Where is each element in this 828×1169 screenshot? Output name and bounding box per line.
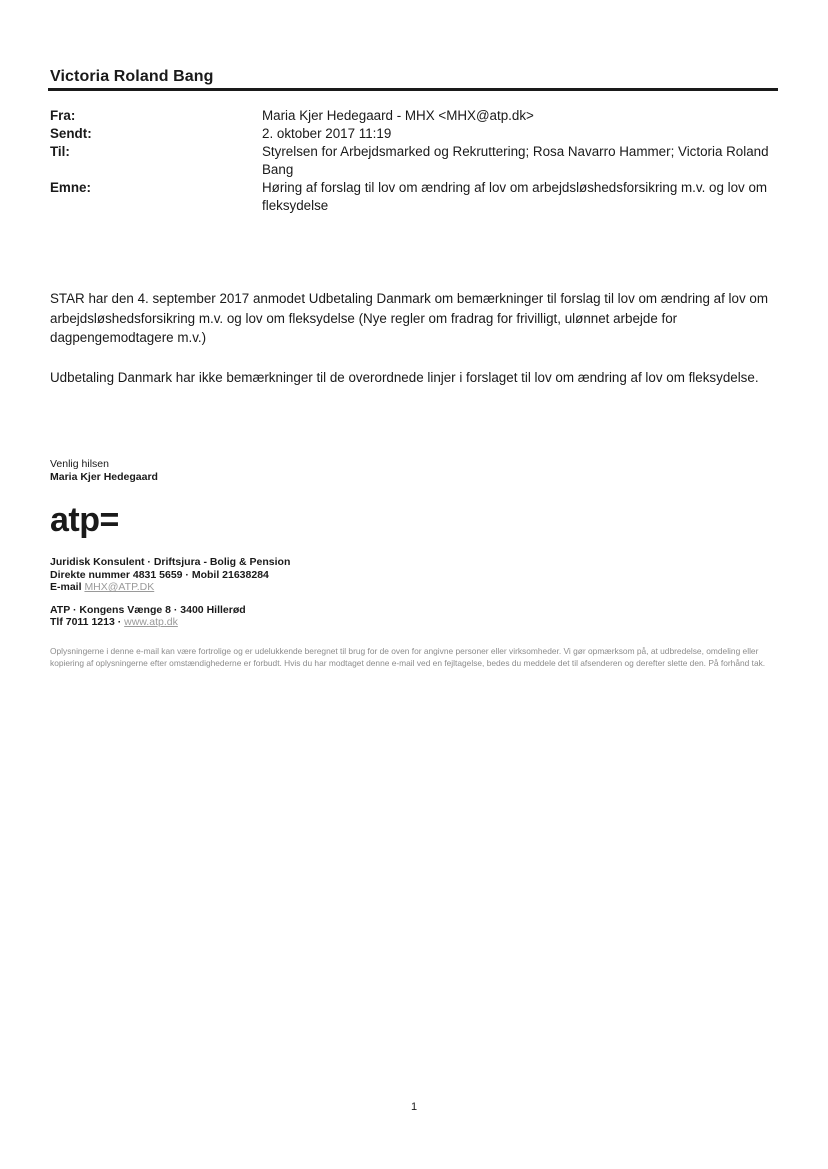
- email-link[interactable]: MHX@ATP.DK: [84, 581, 155, 593]
- from-value: Maria Kjer Hedegaard - MHX <MHX@atp.dk>: [262, 108, 534, 123]
- contact-block: [50, 556, 290, 629]
- contact-address: ATP · Kongens Vænge 8 · 3400 Hillerød: [50, 603, 246, 616]
- contact-title: Juridisk Konsulent · Driftsjura - Bolig & Pension: [50, 556, 291, 568]
- header-divider: [48, 88, 778, 91]
- sent-label: Sendt:: [50, 126, 92, 141]
- to-value: Styrelsen for Arbejdsmarked og Rekruttering; Rosa Navarro Hammer; Victoria Roland Bang: [262, 144, 769, 177]
- contact-email-line: [50, 581, 290, 594]
- signature: [50, 458, 158, 484]
- sent-value: 2. oktober 2017 11:19: [262, 126, 392, 141]
- subject-label: Emne:: [50, 180, 91, 195]
- from-row: [50, 107, 780, 125]
- signature-name: Maria Kjer Hedegaard: [50, 471, 158, 483]
- email-body: [50, 289, 780, 407]
- body-paragraph-1: STAR har den 4. september 2017 anmodet Udbetaling Danmark om bemærkninger til forslag til lov om ændring af lov om arbejdsløshedsforsikring m.v. og lov om fleksydelse (Nye regler om fradrag for frivilligt, ulønnet arbejde for dagpengemodtagere m.v.): [50, 291, 768, 345]
- contact-phones: Direkte nummer 4831 5659 · Mobil 21638284: [50, 568, 269, 581]
- subject-row: [50, 179, 780, 215]
- recipient-name-heading: Victoria Roland Bang: [50, 68, 214, 85]
- page-number: 1: [410, 1101, 418, 1113]
- subject-value: Høring af forslag til lov om ændring af lov om arbejdsløshedsforsikring m.v. og lov om fleksydelse: [262, 180, 768, 213]
- contact-phone-line: [50, 616, 290, 629]
- atp-logo-text: atp=: [50, 505, 119, 539]
- email-metadata: [50, 107, 780, 215]
- atp-logo: [50, 505, 142, 543]
- phone-label: Tlf 7011 1213 ·: [50, 616, 125, 628]
- to-label: Til:: [50, 144, 70, 159]
- body-paragraph-2: Udbetaling Danmark har ikke bemærkninger til de overordnede linjer i forslaget til lov om ændring af lov om fleksydelse.: [50, 369, 759, 385]
- to-row: [50, 143, 780, 179]
- confidentiality-disclaimer: Oplysningerne i denne e-mail kan være fortrolige og er udelukkende beregnet til brug for de oven for angivne personer eller virksomheder. Vi gør opmærksom på, at udbredelse, omdeling eller kopiering af oplysningerne efter omstændighederne er forbudt. Hvis du har modtaget denne e-mail ved en fejltagelse, bedes du meddele det til afsenderen og derefter slette den. På forhånd tak.: [50, 646, 766, 668]
- website-link[interactable]: www.atp.dk: [124, 616, 178, 628]
- signature-greeting: Venlig hilsen: [50, 458, 109, 470]
- sent-row: [50, 125, 780, 143]
- email-label: E-mail: [50, 581, 85, 593]
- from-label: Fra:: [50, 108, 76, 123]
